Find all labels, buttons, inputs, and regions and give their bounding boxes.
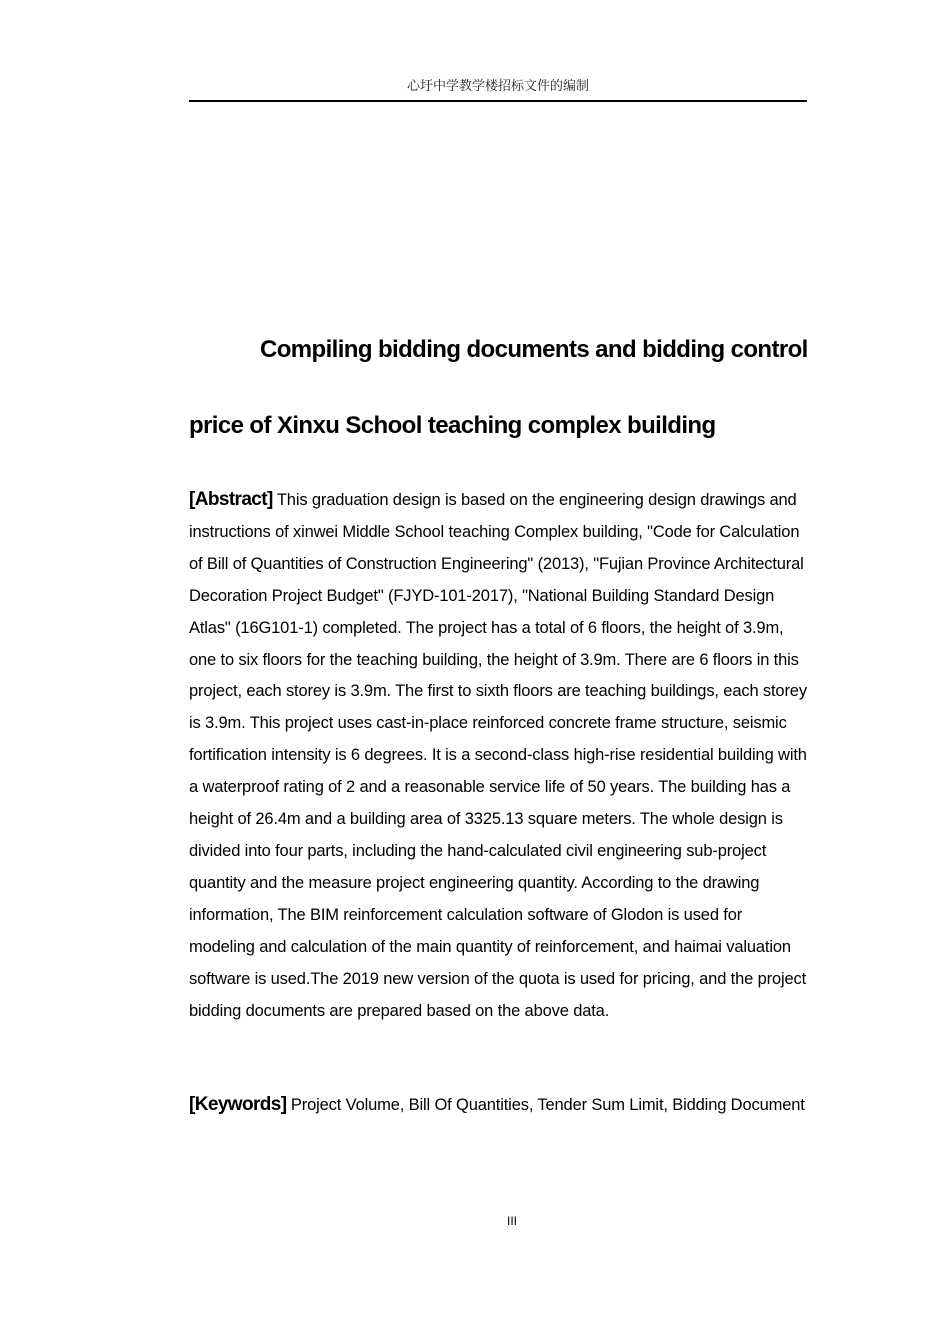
paper-title: Compiling bidding documents and bidding control price of Xinxu School teaching complex building: [189, 336, 808, 439]
running-header: 心圩中学教学楼招标文件的编制: [406, 79, 589, 94]
header-rule: [189, 100, 807, 102]
keywords-paragraph: [189, 1087, 809, 1123]
abstract-label: [Abstract]: [189, 489, 273, 510]
abstract-text: This graduation design is based on the engineering design drawings and instructions of xinwei Middle School teaching Complex building, "Code for Calculation of Bill of Quantities of Construction Engineering" (2013), "Fujian Province Architectural Decoration Project Budget" (FJYD-101-2017), "National Building Standard Design Atlas" (16G101-1) completed. The project has a total of 6 floors, the height of 3.9m, one to six floors for the teaching building, the height of 3.9m. There are 6 floors in this project, each storey is 3.9m. The first to sixth floors are teaching buildings, each storey is 3.9m. This project uses cast-in-place reinforced concrete frame structure, seismic fortification intensity is 6 degrees. It is a second-class high-rise residential building with a waterproof rating of 2 and a reasonable service life of 50 years. The building has a height of 26.4m and a building area of 3325.13 square meters. The whole design is divided into four parts, including the hand-calculated civil engineering sub-project quantity and the measure project engineering quantity. According to the drawing information, The BIM reinforcement calculation software of Glodon is used for modeling and calculation of the main quantity of reinforcement, and haimai valuation software is used.The 2019 new version of the quota is used for pricing, and the project bidding documents are prepared based on the above data.: [189, 491, 807, 1020]
keywords-label: [Keywords]: [189, 1094, 287, 1115]
abstract-paragraph: [189, 484, 809, 1027]
page-number: III: [506, 1214, 517, 1228]
keywords-text: Project Volume, Bill Of Quantities, Tender Sum Limit, Bidding Document: [290, 1096, 805, 1114]
